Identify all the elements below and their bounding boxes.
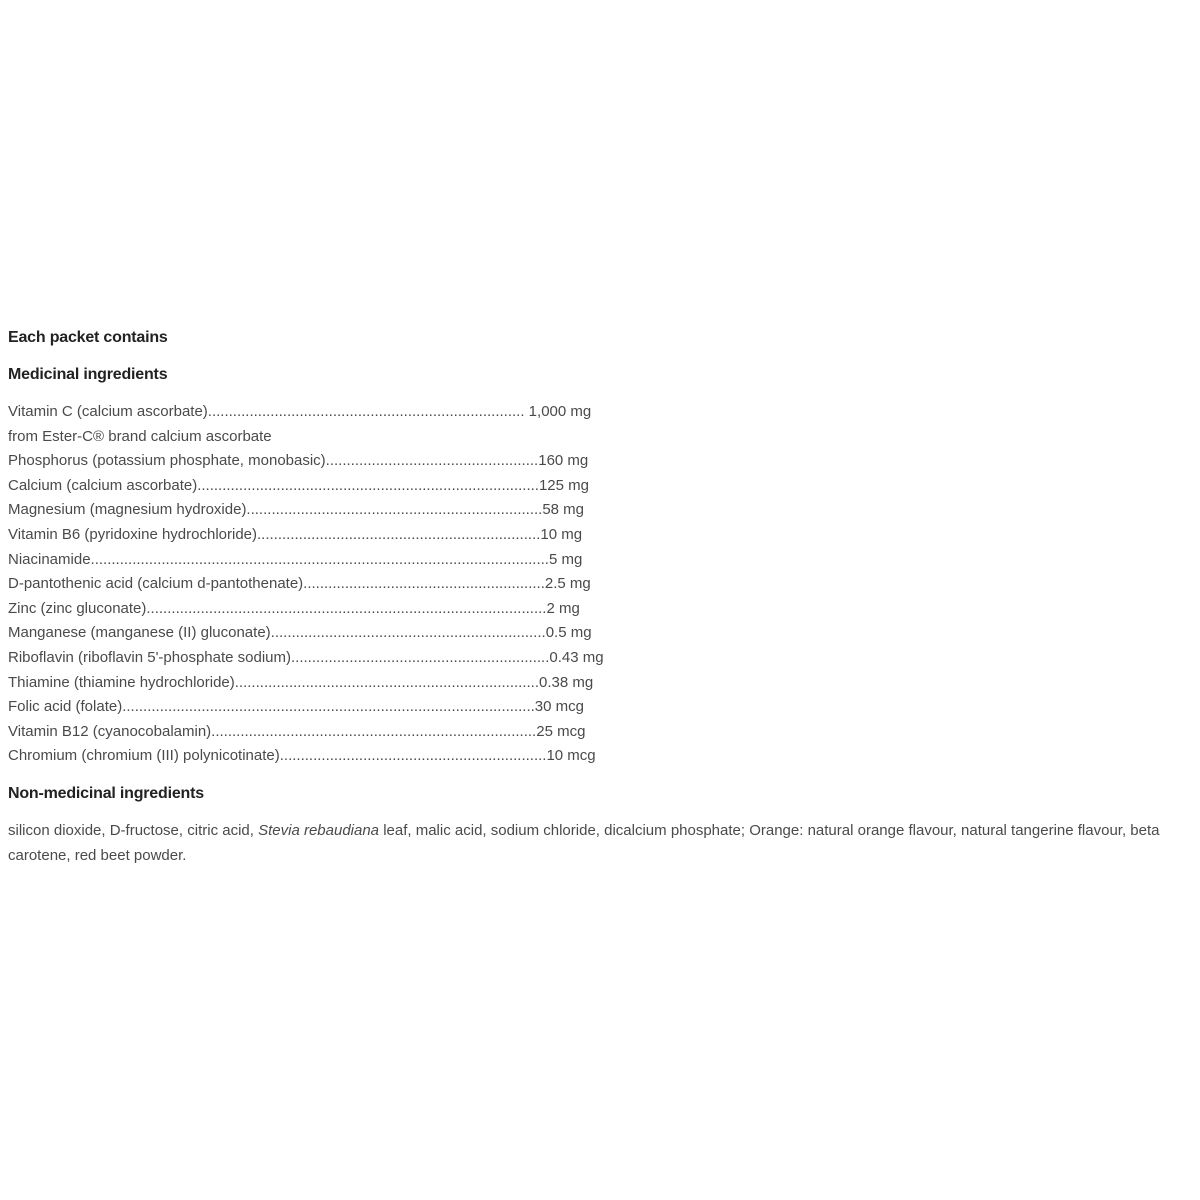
ingredient-line: Magnesium (magnesium hydroxide).......................................................................58 mg <box>8 501 585 519</box>
medicinal-heading: Medicinal ingredients <box>8 366 168 383</box>
nonmedicinal-ingredients-text <box>8 819 1196 868</box>
nonmedicinal-italic-name: Stevia rebaudiana <box>258 821 380 839</box>
ingredient-line: Manganese (manganese (II) gluconate)..................................................................0.5 mg <box>8 624 592 642</box>
ingredient-line: Riboflavin (riboflavin 5'-phosphate sodium)..............................................................0.43 mg <box>8 648 604 666</box>
ingredient-line: Folic acid (folate)...................................................................................................30 mcg <box>8 698 584 716</box>
ingredient-line: Thiamine (thiamine hydrochloride).........................................................................0.38 mg <box>8 673 594 691</box>
nonmedicinal-heading: Non-medicinal ingredients <box>8 784 204 802</box>
ingredient-line: Calcium (calcium ascorbate)..................................................................................125 mg <box>8 476 589 494</box>
medicinal-ingredients-list <box>8 400 1196 769</box>
nonmedicinal-text-part: leaf, malic acid, sodium chloride, dicalcium phosphate; Orange: natural orange flavour, natural tangerine flavour, beta carotene, red beet powder. <box>8 821 1160 864</box>
ingredient-line: Vitamin C (calcium ascorbate)............................................................................ 1,000 mg <box>8 403 592 420</box>
ingredient-line: Vitamin B6 (pyridoxine hydrochloride)....................................................................10 mg <box>8 525 583 543</box>
ingredient-line: Vitamin B12 (cyanocobalamin)..............................................................................25 mcg <box>8 722 586 740</box>
ingredient-line: Niacinamide..............................................................................................................5 mg <box>8 550 583 568</box>
ingredient-line: D-pantothenic acid (calcium d-pantothenate)..........................................................2.5 mg <box>8 575 591 593</box>
ingredient-line: from Ester-C® brand calcium ascorbate <box>8 427 272 445</box>
ingredient-line: Chromium (chromium (III) polynicotinate)................................................................10 mcg <box>8 747 596 765</box>
packet-heading: Each packet contains <box>8 329 168 346</box>
ingredient-line: Phosphorus (potassium phosphate, monobasic)...................................................160 mg <box>8 452 589 470</box>
ingredients-panel <box>8 328 1196 868</box>
nonmedicinal-text-part: silicon dioxide, D-fructose, citric acid, <box>8 821 259 839</box>
ingredient-line: Zinc (zinc gluconate)................................................................................................2 mg <box>8 599 580 617</box>
